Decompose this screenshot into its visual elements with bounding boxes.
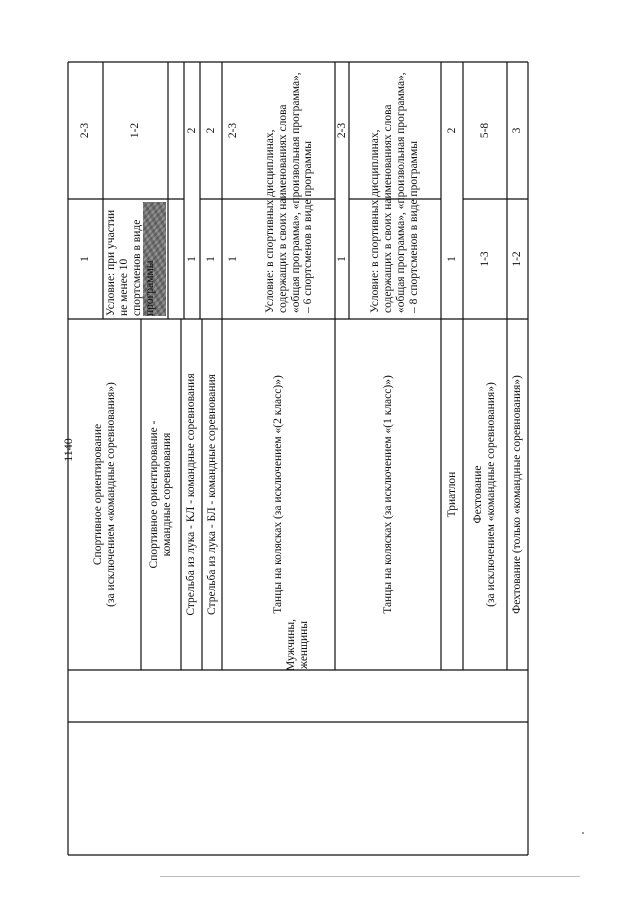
value-col5-fencing-team: 3 <box>511 127 524 134</box>
discipline-archery-bl: Стрельба из лука - БЛ - командные соревнования <box>205 374 218 615</box>
discipline-archery-kl: Стрельба из лука - КЛ - командные соревнования <box>185 373 198 616</box>
value-col4-fencing: 1-3 <box>478 251 491 267</box>
value-col4-triathlon: 1 <box>445 256 458 262</box>
rotated-page <box>68 62 528 855</box>
discipline-wheelchair-dance-1: Танцы на колясках (за исключением «(1 класс)») <box>381 375 394 614</box>
page-number: 1140 <box>61 438 75 462</box>
discipline-triathlon: Триатлон <box>445 471 458 518</box>
value-col5-archery-kl: 2 <box>185 127 198 134</box>
discipline-orienteering-team: Спортивное ориентирование - командные соревнования <box>148 420 173 569</box>
value-col5-dance-2: 2-3 <box>226 122 239 139</box>
value-col4-archery-kl: 1 <box>185 256 198 262</box>
value-col4-dance-2: 1 <box>226 256 239 262</box>
condition-dance-2: Условие: в спортивных дисциплинах, содержащих в своих наименованиях слова «общая программа», «произвольная программа», – 6 спортсменов в виде программы <box>263 72 315 313</box>
value-col5-triathlon: 2 <box>445 127 458 134</box>
value-col5-archery-bl: 2 <box>204 127 217 134</box>
scan-speck <box>582 832 584 834</box>
condition-dance-1: Условие: в спортивных дисциплинах, содержащих в своих наименованиях слова «общая программа», «произвольная программа», – 8 спортсменов в виде программы <box>369 72 420 313</box>
discipline-fencing-team: Фехтование (только «командные соревнования») <box>511 375 524 614</box>
value-col4-fencing-team: 1-2 <box>511 251 524 267</box>
discipline-orienteering: Спортивное ориентирование (за исключением «командные соревнования») <box>91 382 117 607</box>
value-col5-fencing: 5-8 <box>478 122 491 139</box>
scan-edge-line <box>160 876 580 877</box>
value-col4-archery-bl: 1 <box>204 256 217 262</box>
value-col5-orienteering: 2-3 <box>79 122 92 139</box>
discipline-fencing: Фехтование (за исключением «командные соревнования») <box>472 382 497 607</box>
value-col5-orienteering-team: 1-2 <box>129 122 142 139</box>
discipline-wheelchair-dance-2: Танцы на колясках (за исключением «(2 класс)») <box>272 375 285 614</box>
condition-orienteering: Условие: при участии не менее 10 спортсменов в виде <box>105 209 143 316</box>
gender-cell: Мужчины, женщины <box>285 619 310 671</box>
value-col4-dance-1: 1 <box>335 256 348 262</box>
value-col4-orienteering: 1 <box>79 256 92 262</box>
sports-table <box>68 62 528 855</box>
value-col5-dance-1: 2-3 <box>335 122 348 139</box>
